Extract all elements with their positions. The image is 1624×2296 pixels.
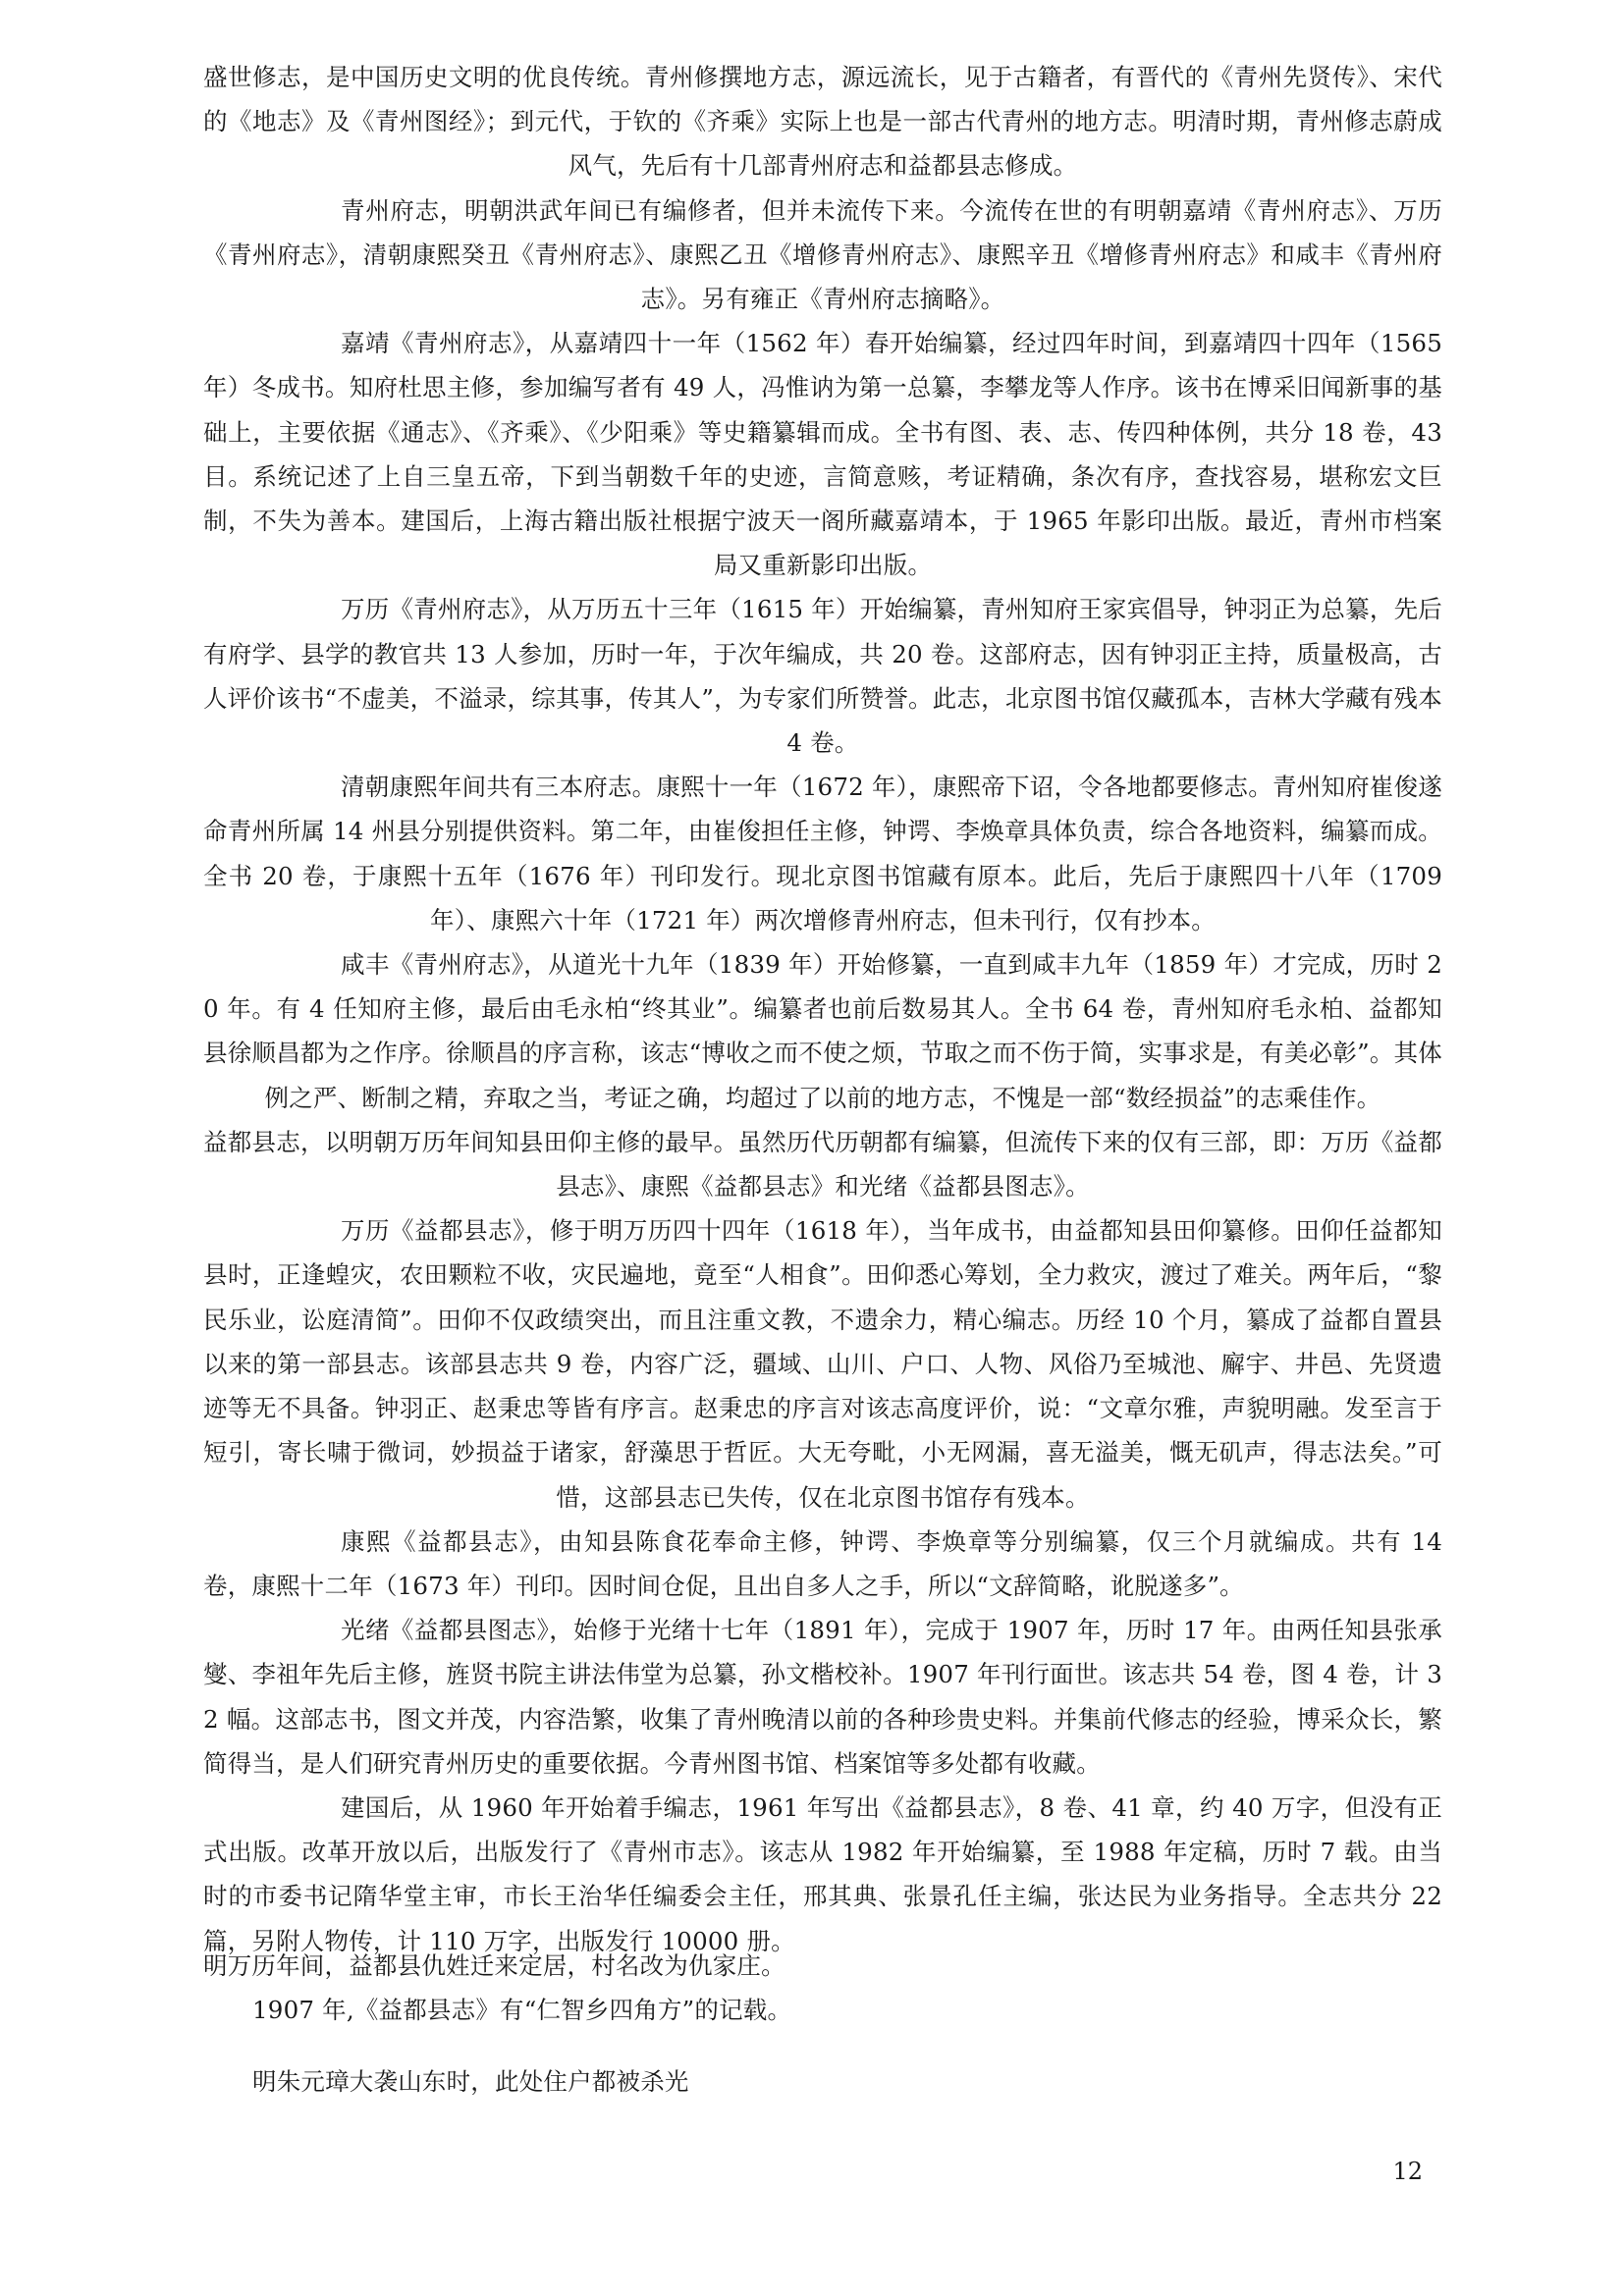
paragraph-jiajing: 嘉靖《青州府志》，从嘉靖四十一年（1562 年）春开始编纂，经过四年时间，到嘉靖四十四年（1565 年）冬成书。知府杜思主修，参加编写者有 49 人，冯惟讷为第一总纂，李攀龙等人作序。该书在博采旧闻新事的基础上，主要依据《通志》、《齐乘》、《少阳乘》等史籍纂辑而成。全书有图、表、志、传四种体例，共分 18 卷，43 目。系统记述了上自三皇五帝，下到当朝数千年的史迹，言简意赅，考证精确，条次有序，查找容易，堪称宏文巨制，不失为善本。建国后，上海古籍出版社根据宁波天一阁所藏嘉靖本，于 1965 年影印出版。最近，青州市档案局又重新影印出版。 (203, 329, 1442, 580)
paragraph-yidu-xianzhi: 益都县志，以明朝万历年间知县田仰主修的最早。虽然历代历朝都有编纂，但流传下来的仅有三部，即：万历《益都县志》、康熙《益都县志》和光绪《益都县图志》。 (203, 1127, 1442, 1201)
note-line: 1907 年,《益都县志》有“仁智乡四角方”的记载。 (252, 1996, 792, 2024)
note-line: 明万历年间，益都县仇姓迁来定居，村名改为仇家庄。 (203, 1951, 785, 1980)
paragraph-qingzhou-fuzhi: 青州府志，明朝洪武年间已有编修者，但并未流传下来。今流传在世的有明朝嘉靖《青州府志》、万历《青州府志》，清朝康熙癸丑《青州府志》、康熙乙丑《增修青州府志》、康熙辛丑《增修青州府志》和咸丰《青州府志》。另有雍正《青州府志摘略》。 (203, 195, 1442, 314)
paragraph-wanli-xianzhi: 万历《益都县志》，修于明万历四十四年（1618 年），当年成书，由益都知县田仰纂修。田仰任益都知县时，正逢蝗灾，农田颗粒不收，灾民遍地，竟至“人相食”。田仰悉心筹划，全力救灾，渡过了难关。两年后，“黎民乐业，讼庭清简”。田仰不仅政绩突出，而且注重文教，不遗余力，精心编志。历经 10 个月，纂成了益都自置县以来的第一部县志。该部县志共 9 卷，内容广泛，疆域、山川、户口、人物、风俗乃至城池、廨宇、井邑、先贤遗迹等无不具备。钟羽正、赵秉忠等皆有序言。赵秉忠的序言对该志高度评价，说：“文章尔雅，声貌明融。发至言于短引，寄长啸于微词，妙损益于诸家，舒藻思于哲匠。大无夸毗，小无网漏，喜无溢美，慨无矶声，得志法矣。”可惜，这部县志已失传，仅在北京图书馆存有残本。 (203, 1216, 1442, 1512)
page-number: 12 (1392, 2158, 1423, 2185)
paragraph-guangxu: 光绪《益都县图志》，始修于光绪十七年（1891 年），完成于 1907 年，历时 17 年。由两任知县张承燮、李祖年先后主修，旌贤书院主讲法伟堂为总纂，孙文楷校补。1907 年刊行面世。该志共 54 卷，图 4 卷，计 32 幅。这部志书，图文并茂，内容浩繁，收集了青州晚清以前的各种珍贵史料。并集前代修志的经验，博采众长，繁简得当，是人们研究青州历史的重要依据。今青州图书馆、档案馆等多处都有收藏。 (203, 1616, 1442, 1778)
notes-section (203, 1944, 1442, 2104)
paragraph-wanli-fuzhi: 万历《青州府志》，从万历五十三年（1615 年）开始编纂，青州知府王家宾倡导，钟羽正为总纂，先后有府学、县学的教官共 13 人参加，历时一年，于次年编成，共 20 卷。这部府志，因有钟羽正主持，质量极高，古人评价该书“不虚美，不溢录，综其事，传其人”，为专家们所赞誉。此志，北京图书馆仅藏孤本，吉林大学藏有残本 4 卷。 (203, 595, 1442, 758)
document-body (203, 55, 1442, 1963)
paragraph-intro: 盛世修志，是中国历史文明的优良传统。青州修撰地方志，源远流长，见于古籍者，有晋代的《青州先贤传》、宋代的《地志》及《青州图经》；到元代，于钦的《齐乘》实际上也是一部古代青州的地方志。明清时期，青州修志蔚成风气，先后有十几部青州府志和益都县志修成。 (203, 63, 1442, 181)
paragraph-kangxi-xianzhi: 康熙《益都县志》，由知县陈食花奉命主修，钟谔、李焕章等分别编纂，仅三个月就编成。共有 14 卷，康熙十二年（1673 年）刊印。因时间仓促，且出自多人之手，所以“文辞简略，讹脱遂多”。 (203, 1526, 1442, 1600)
paragraph-xianfeng: 咸丰《青州府志》，从道光十九年（1839 年）开始修纂，一直到咸丰九年（1859 年）才完成，历时 20 年。有 4 任知府主修，最后由毛永柏“终其业”。编纂者也前后数易其人。全书 64 卷，青州知府毛永柏、益都知县徐顺昌都为之作序。徐顺昌的序言称，该志“博收之而不使之烦，节取之而不伤于简，实事求是，有美必彰”。其体例之严、断制之精，弃取之当，考证之确，均超过了以前的地方志，不愧是一部“数经损益”的志乘佳作。 (203, 950, 1442, 1112)
paragraph-kangxi-fuzhi: 清朝康熙年间共有三本府志。康熙十一年（1672 年），康熙帝下诏，令各地都要修志。青州知府崔俊遂命青州所属 14 州县分别提供资料。第二年，由崔俊担任主修，钟谔、李焕章具体负责，综合各地资料，编纂而成。全书 20 卷，于康熙十五年（1676 年）刊印发行。现北京图书馆藏有原本。此后，先后于康熙四十八年（1709 年）、康熙六十年（1721 年）两次增修青州府志，但未刊行，仅有抄本。 (203, 773, 1442, 934)
note-line: 明朱元璋大袭山东时，此处住户都被杀光 (252, 2067, 689, 2096)
paragraph-post-founding: 建国后，从 1960 年开始着手编志，1961 年写出《益都县志》，8 卷、41 章，约 40 万字，但没有正式出版。改革开放以后，出版发行了《青州市志》。该志从 1982 年开始编纂，至 1988 年定稿，历时 7 载。由当时的市委书记隋华堂主审，市长王治华任编委会主任，邢其典、张景孔任主编，张达民为业务指导。全志共分 22 篇，另附人物传，计 110 万字，出版发行 10000 册。 (203, 1792, 1442, 1955)
